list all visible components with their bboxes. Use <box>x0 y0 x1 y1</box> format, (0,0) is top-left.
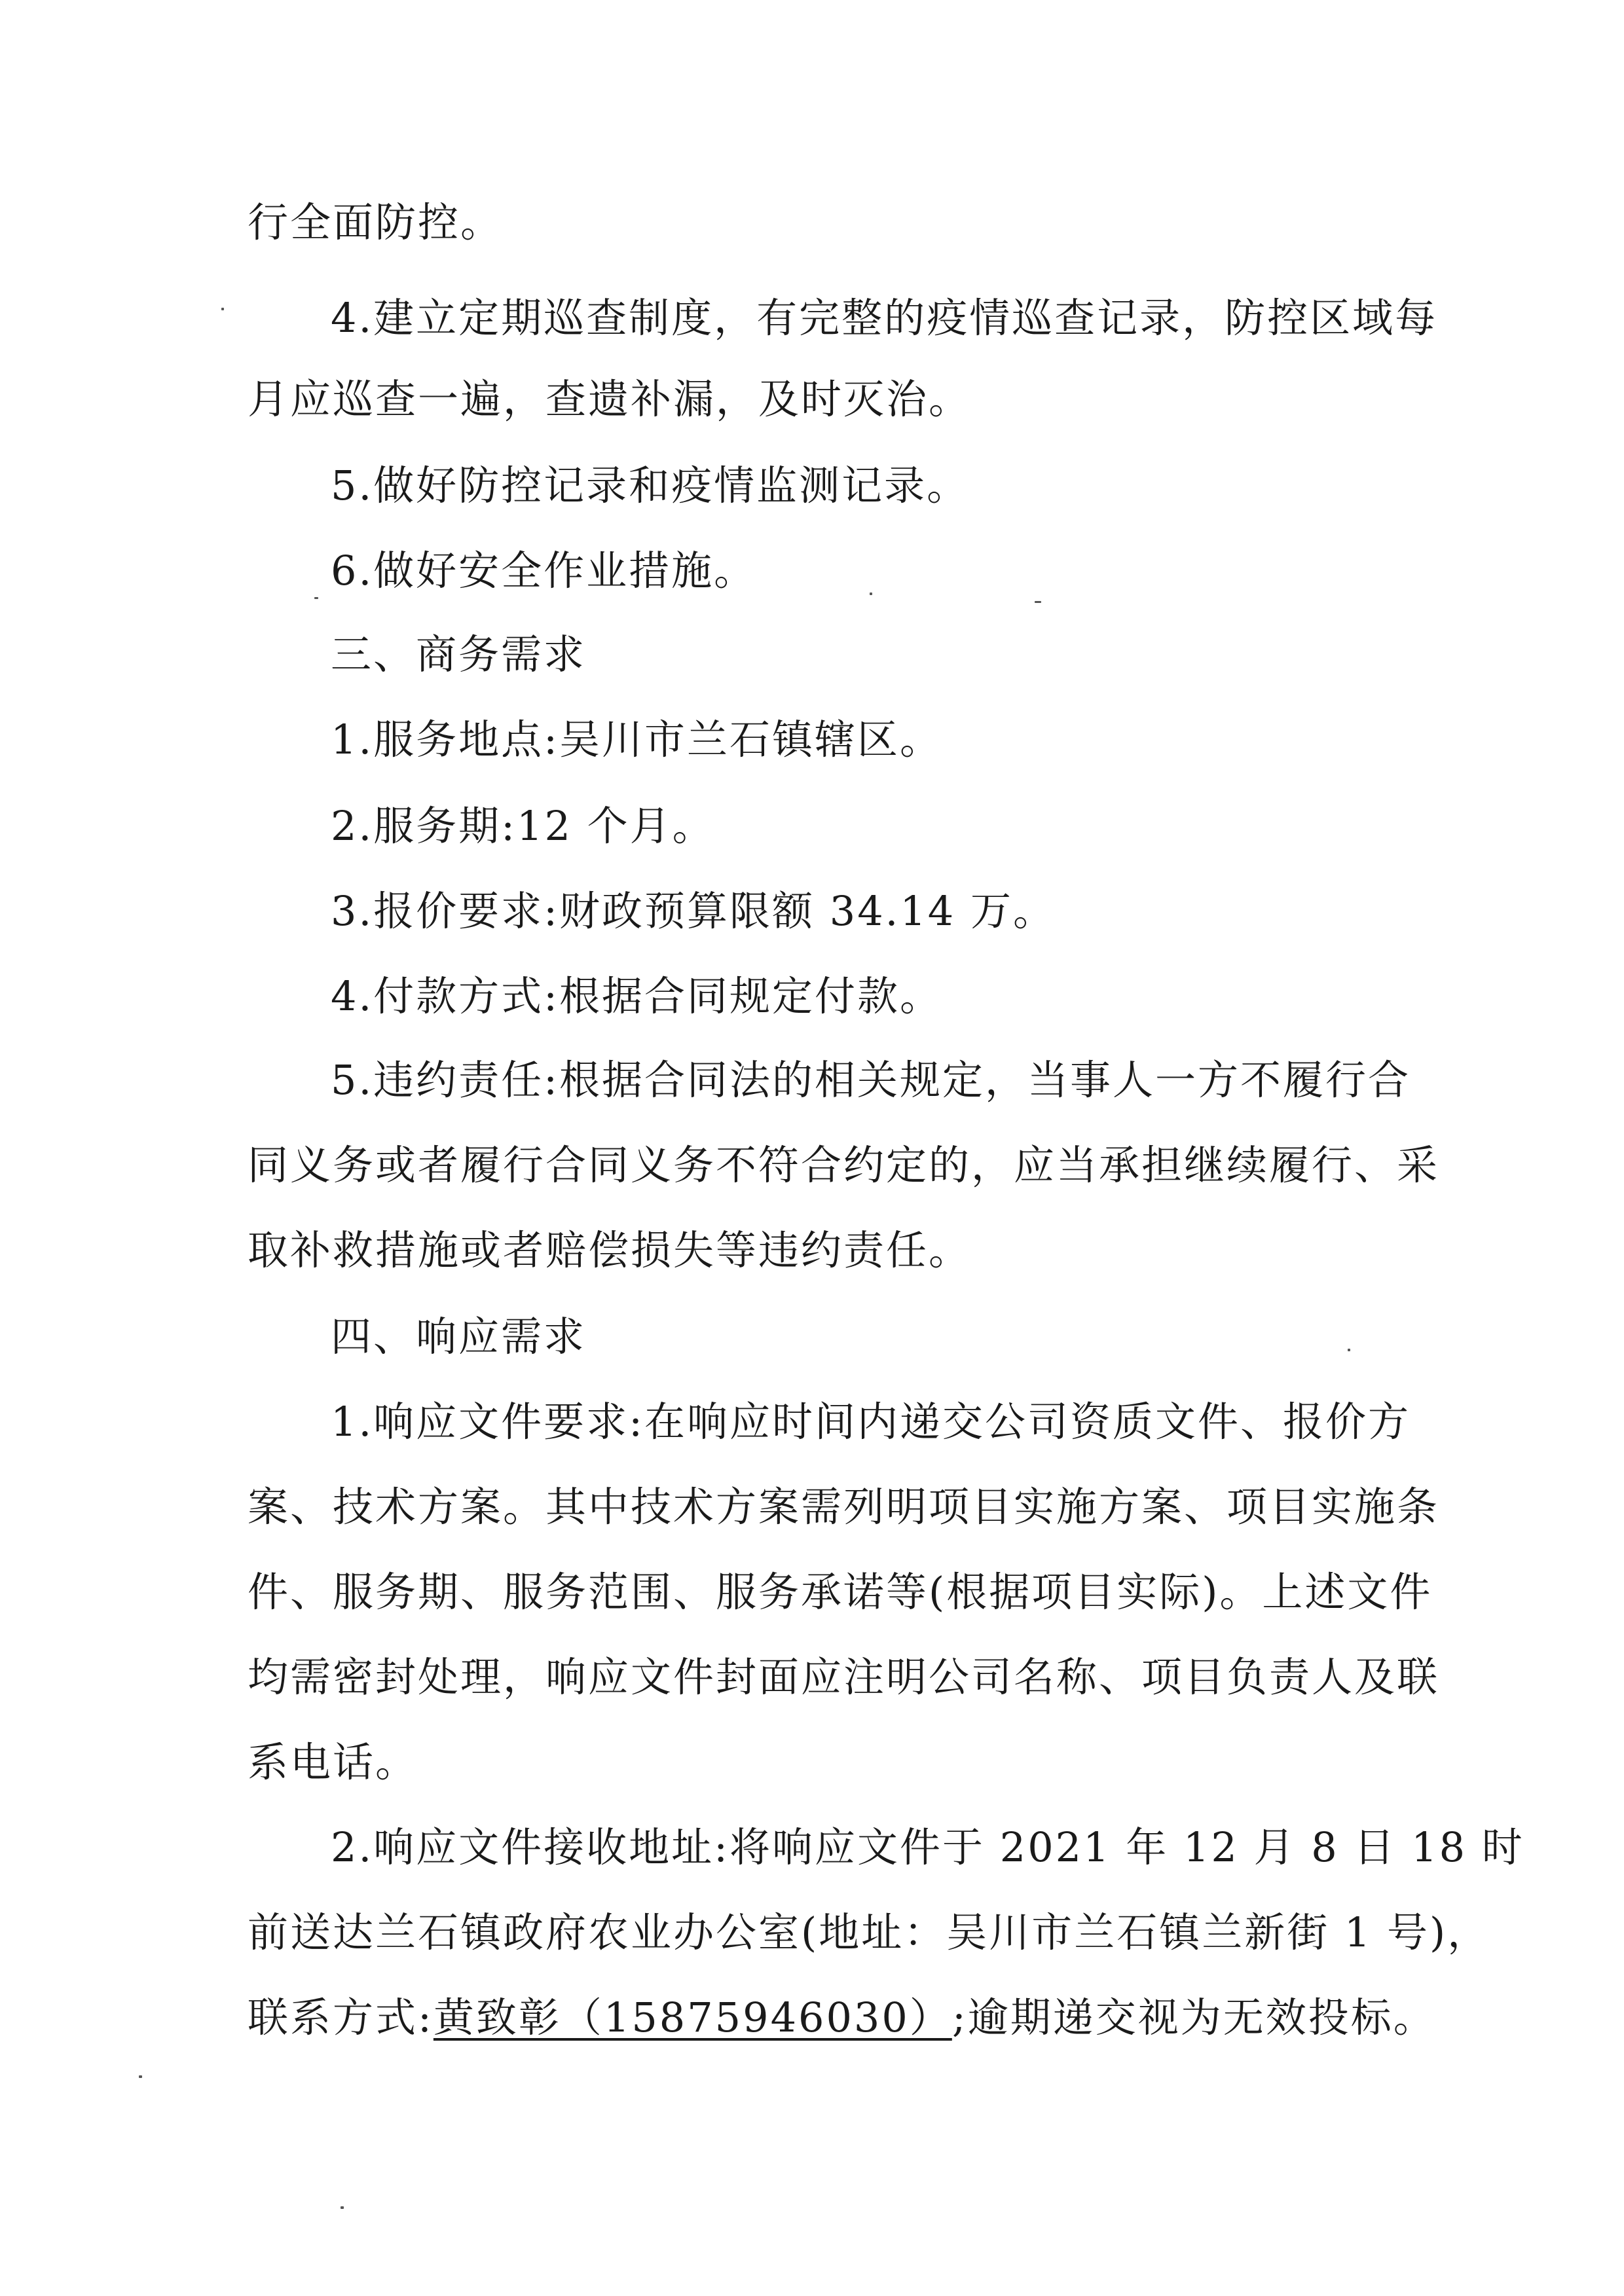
scan-speck <box>1035 601 1041 603</box>
scan-speck <box>314 597 318 599</box>
scan-speck <box>341 2206 344 2209</box>
line-3: 月应巡查一遍，查遗补漏，及时灭治。 <box>248 375 972 423</box>
line-7: 1.服务地点:吴川市兰石镇辖区。 <box>331 716 943 763</box>
line-2: 4.建立定期巡查制度，有完整的疫情巡查记录，防控区域每 <box>331 294 1438 342</box>
line-20: 2.响应文件接收地址:将响应文件于 2021 年 12 月 8 日 18 时 <box>331 1823 1524 1871</box>
line-12: 同义务或者履行合同义务不符合约定的，应当承担继续履行、采 <box>248 1141 1440 1189</box>
line-11: 5.违约责任:根据合同法的相关规定，当事人一方不履行合 <box>331 1056 1411 1104</box>
contact-label: 联系方式: <box>248 1994 434 2041</box>
scan-speck <box>221 308 224 310</box>
scan-speck <box>1348 1349 1350 1351</box>
line-9: 3.报价要求:财政预算限额 34.14 万。 <box>331 887 1056 935</box>
contact-person: 黄致彰（15875946030） <box>433 1994 952 2041</box>
line-13: 取补救措施或者赔偿损失等违约责任。 <box>248 1226 972 1274</box>
contact-note: ;逾期递交视为无效投标。 <box>951 1994 1436 2041</box>
line-16: 案、技术方案。其中技术方案需列明项目实施方案、项目实施条 <box>248 1483 1440 1531</box>
line-5: 6.做好安全作业措施。 <box>331 547 757 594</box>
line-4: 5.做好防控记录和疫情监测记录。 <box>331 462 970 509</box>
line-22 <box>248 1992 1436 2044</box>
heading-response-requirements: 四、响应需求 <box>331 1313 587 1360</box>
line-10: 4.付款方式:根据合同规定付款。 <box>331 972 943 1020</box>
line-8: 2.服务期:12 个月。 <box>331 802 715 850</box>
heading-business-requirements: 三、商务需求 <box>331 630 587 678</box>
line-18: 均需密封处理，响应文件封面应注明公司名称、项目负责人及联 <box>248 1653 1440 1701</box>
line-17: 件、服务期、服务范围、服务承诺等(根据项目实际)。上述文件 <box>248 1568 1433 1616</box>
scan-speck <box>139 2075 142 2078</box>
line-15: 1.响应文件要求:在响应时间内递交公司资质文件、报价方 <box>331 1398 1411 1446</box>
line-1: 行全面防控。 <box>248 198 504 246</box>
scan-speck <box>870 592 872 595</box>
line-19: 系电话。 <box>248 1738 418 1786</box>
line-21: 前送达兰石镇政府农业办公室(地址：吴川市兰石镇兰新街 1 号)， <box>248 1908 1490 1956</box>
